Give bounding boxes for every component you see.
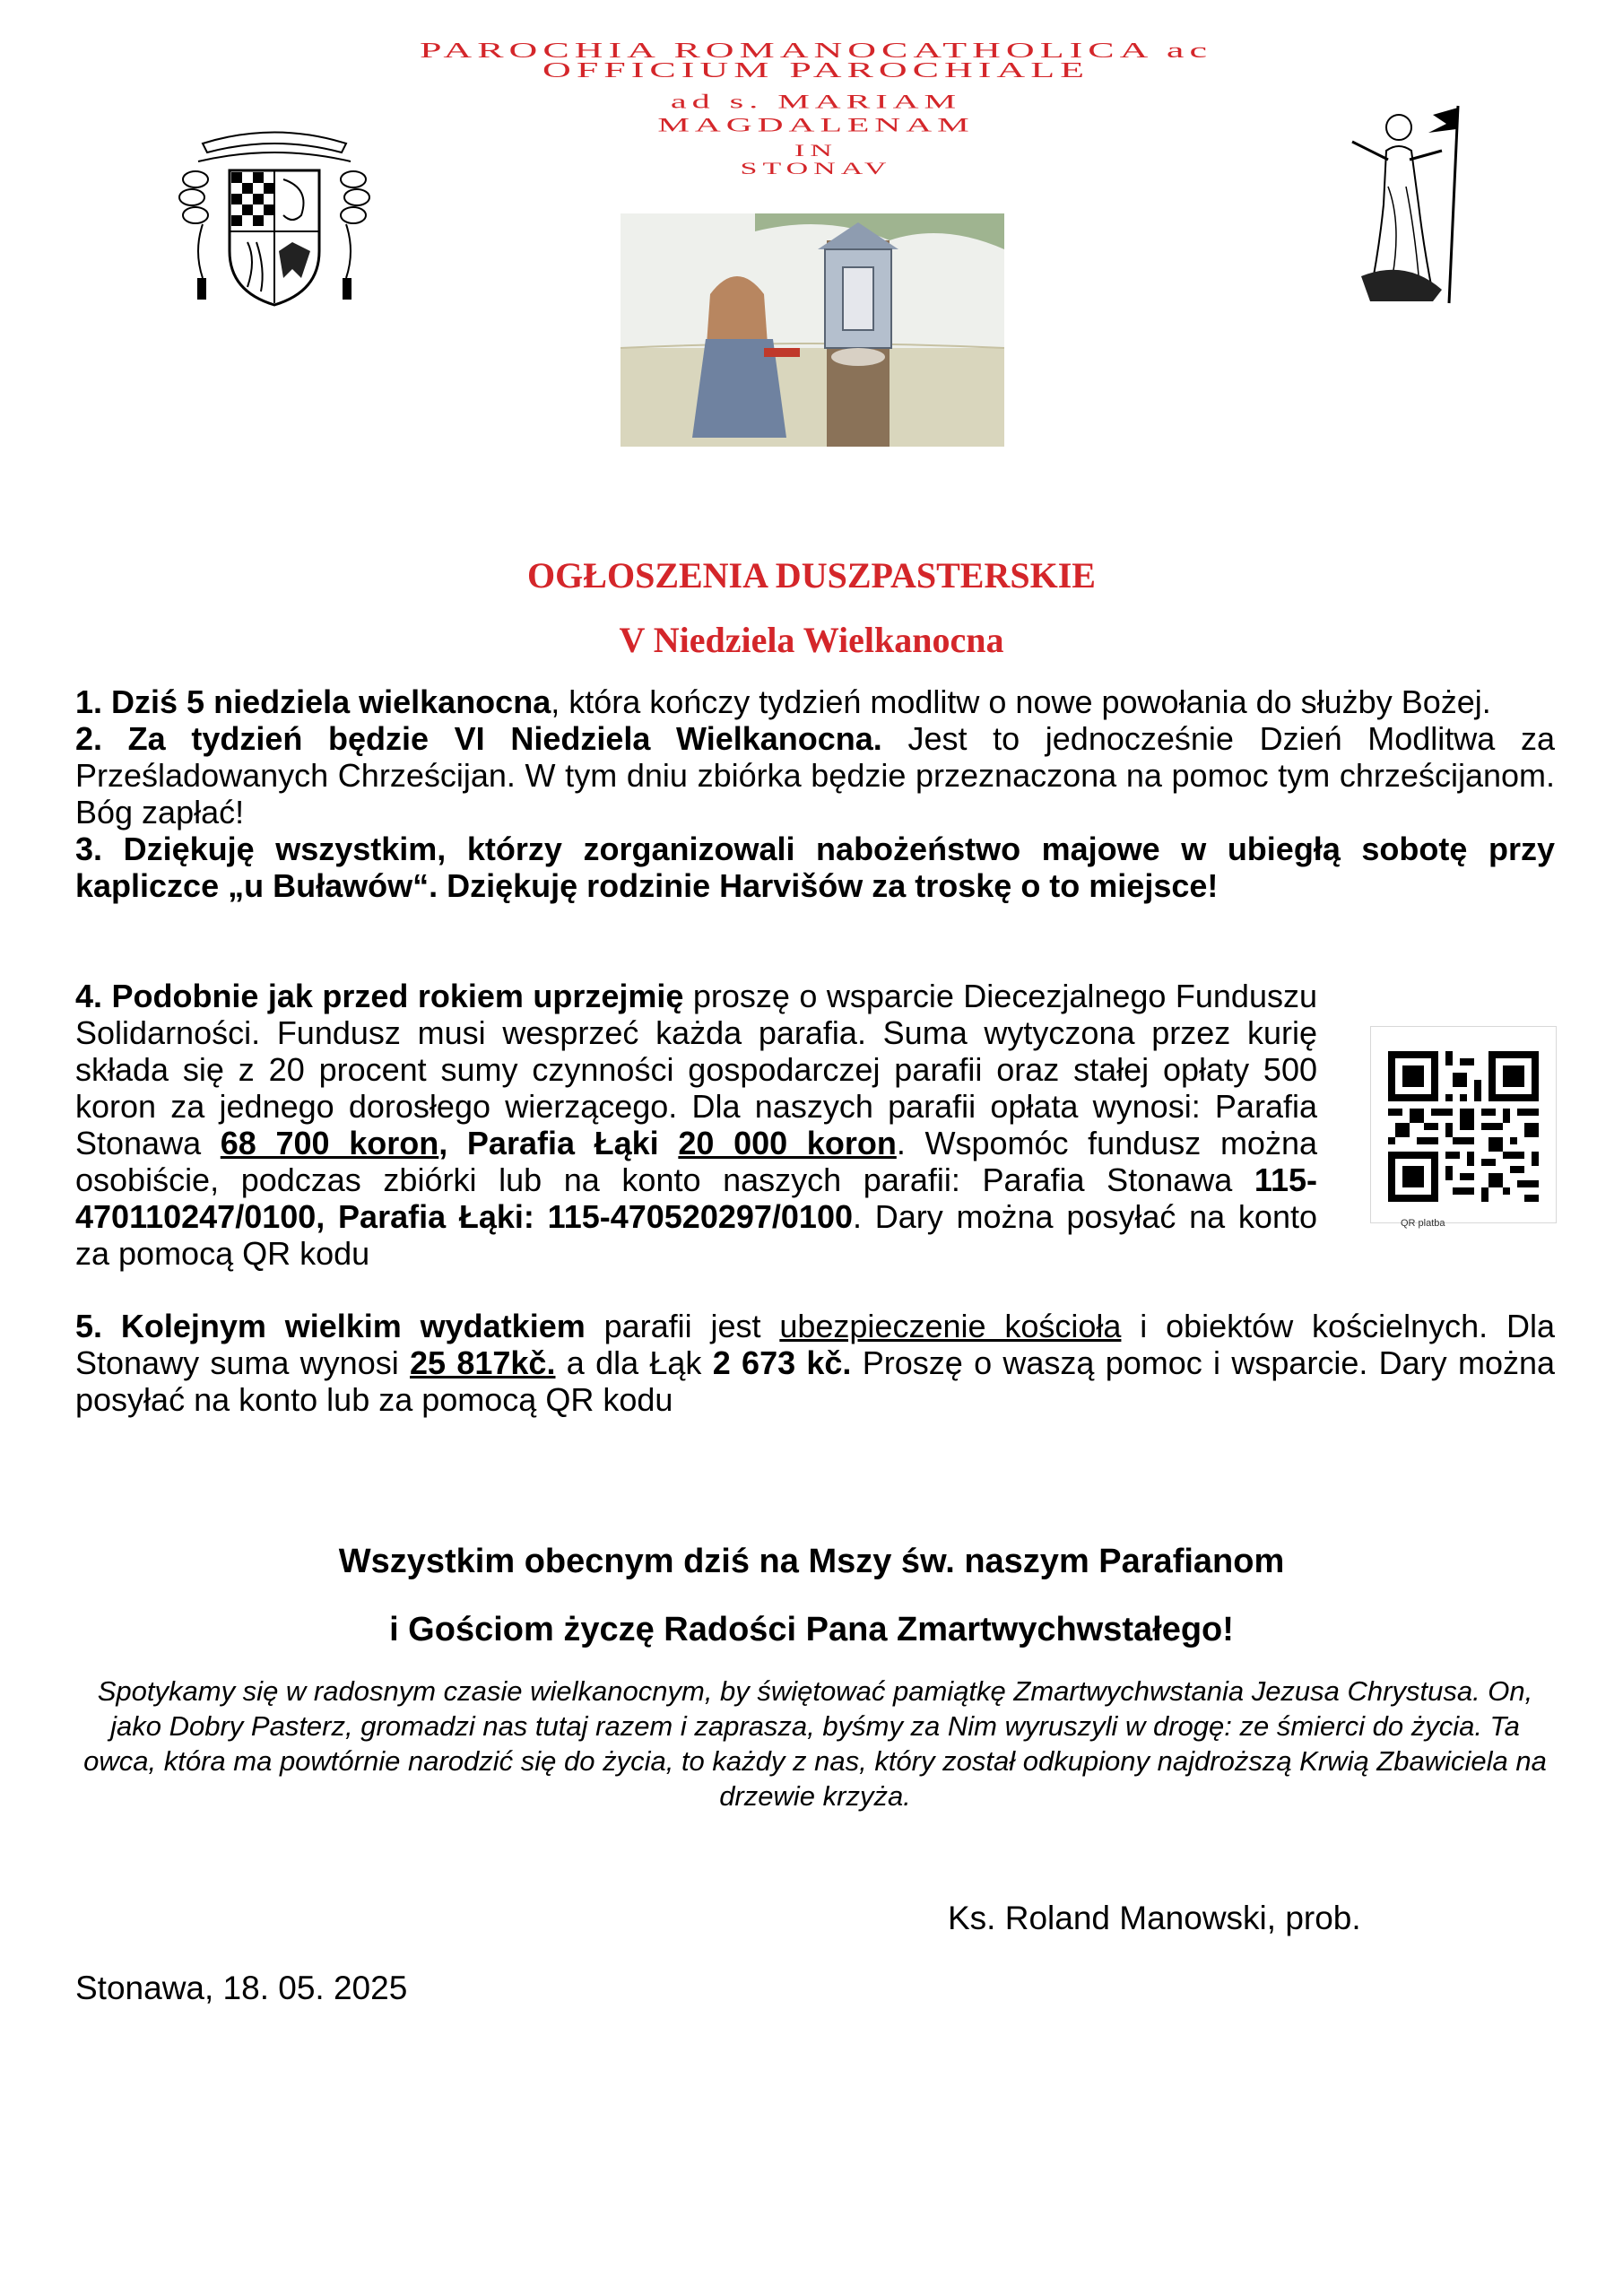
header-line-2: OFFICIUM PAROCHIALE xyxy=(542,57,1089,83)
header-line-3: ad s. MARIAM xyxy=(670,90,962,113)
item-5-bold: 5. Kolejnym wielkim wydatkiem xyxy=(75,1308,586,1344)
greeting-line-1: Wszystkim obecnym dziś na Mszy św. naszym Parafianom xyxy=(338,1543,1285,1580)
qr-code-icon xyxy=(1388,1051,1539,1202)
item-5-insurance: ubezpieczenie kościoła xyxy=(779,1308,1122,1344)
header-line-6: STONAV xyxy=(740,160,892,178)
signature: Ks. Roland Manowski, prob. xyxy=(948,1900,1361,1936)
item-1 xyxy=(75,683,1555,720)
item-5-text-3: a dla Łąk xyxy=(555,1344,713,1381)
item-4-bold: 4. Podobnie jak przed rokiem uprzejmię xyxy=(75,978,684,1014)
risen-christ-icon xyxy=(1334,97,1478,312)
item-5-amount-laki: 2 673 kč. xyxy=(712,1344,852,1381)
page-title: OGŁOSZENIA DUSZPASTERSKIE xyxy=(527,555,1096,596)
reflection-text: Spotykamy się w radosnym czasie wielkanocnym, by świętować pamiątkę Zmartwychwstania Jezusa Chrystusa. On, jako Dobry Pasterz, gromadzi nas tutaj razem i zaprasza, byśmy za Nim wyruszyli w drogę: ze śmierci do życia. Ta owca, która ma powtórnie narodzić się do życia, to każdy z nas, który został odkupiony najdroższą Krwią Zbawiciela na drzewie krzyża. xyxy=(83,1675,1547,1812)
announcement-4 xyxy=(75,978,1317,1272)
item-3-bold: 3. Dziękuję wszystkim, którzy zorganizowali nabożeństwo majowe w ubiegłą sobotę przy kapliczce „u Buławów“. Dziękuję rodzinie Harvišów za troskę o to miejsce! xyxy=(75,831,1555,904)
header-line-5: IN xyxy=(794,142,838,161)
item-3 xyxy=(75,831,1555,904)
item-4-text-3: . Dary można posyłać na konto za pomocą QR kodu xyxy=(75,1198,1317,1272)
item-4-text-1: proszę o wsparcie Diecezjalnego Funduszu Solidarności. Fundusz musi wesprzeć każda parafia. Suma wytyczona przez kurię składa się z 20 procent sumy czynności gospodarczej parafii oraz stałej opłaty 500 koron za jednego dorosłego wierzącego. Dla naszych parafii opłata wynosi: Parafia Stonawa xyxy=(75,978,1317,1161)
place-date: Stonawa, 18. 05. 2025 xyxy=(75,1970,408,2006)
item-5-amount-stonawa: 25 817kč. xyxy=(410,1344,556,1381)
item-1-bold: 1. Dziś 5 niedziela wielkanocna xyxy=(75,683,551,720)
item-5-text-2: i obiektów kościelnych. Dla Stonawy suma wynosi xyxy=(75,1308,1555,1381)
item-4-amount-laki: 20 000 koron xyxy=(678,1125,897,1161)
item-2-text: Jest to jednocześnie Dzień Modlitwa za Prześladowanych Chrześcijan. W tym dniu zbiórka będzie przeznaczona na pomoc tym chrześcijanom. Bóg zapłać! xyxy=(75,720,1555,831)
page-subtitle: V Niedziela Wielkanocna xyxy=(619,620,1004,660)
header-line-4: MAGDALENAM xyxy=(657,113,975,136)
item-5 xyxy=(75,1308,1555,1418)
announcement-5 xyxy=(75,1308,1555,1418)
item-1-text: , która kończy tydzień modlitw o nowe powołania do służby Bożej. xyxy=(551,683,1491,720)
item-4 xyxy=(75,978,1317,1272)
item-4-accounts: 115-470110247/0100, Parafia Łąki: 115-470520297/0100 xyxy=(75,1161,1317,1235)
item-2-bold: 2. Za tydzień będzie VI Niedziela Wielkanocna. xyxy=(75,720,882,757)
coat-of-arms-icon xyxy=(176,126,373,314)
item-4-text-2: . Wspomóc fundusz można osobiście, podczas zbiórki lub na konto naszych parafii: Parafia Stonawa xyxy=(75,1125,1317,1198)
announcements-top xyxy=(75,683,1555,904)
header-line-1: PAROCHIA ROMANOCATHOLICA ac xyxy=(420,38,1212,63)
item-2 xyxy=(75,720,1555,831)
item-5-text-1: parafii jest xyxy=(585,1308,780,1344)
item-4-laki-label: , Parafia Łąki xyxy=(438,1125,679,1161)
qr-label: QR platba xyxy=(1401,1218,1445,1229)
item-5-text-4: Proszę o waszą pomoc i wsparcie. Dary można posyłać na konto lub za pomocą QR kodu xyxy=(75,1344,1556,1418)
item-4-amount-stonawa: 68 700 koron xyxy=(220,1125,439,1161)
greeting-line-2: i Gościom życzę Radości Pana Zmartwychwstałego! xyxy=(389,1611,1234,1648)
chapel-illustration xyxy=(621,213,1004,447)
